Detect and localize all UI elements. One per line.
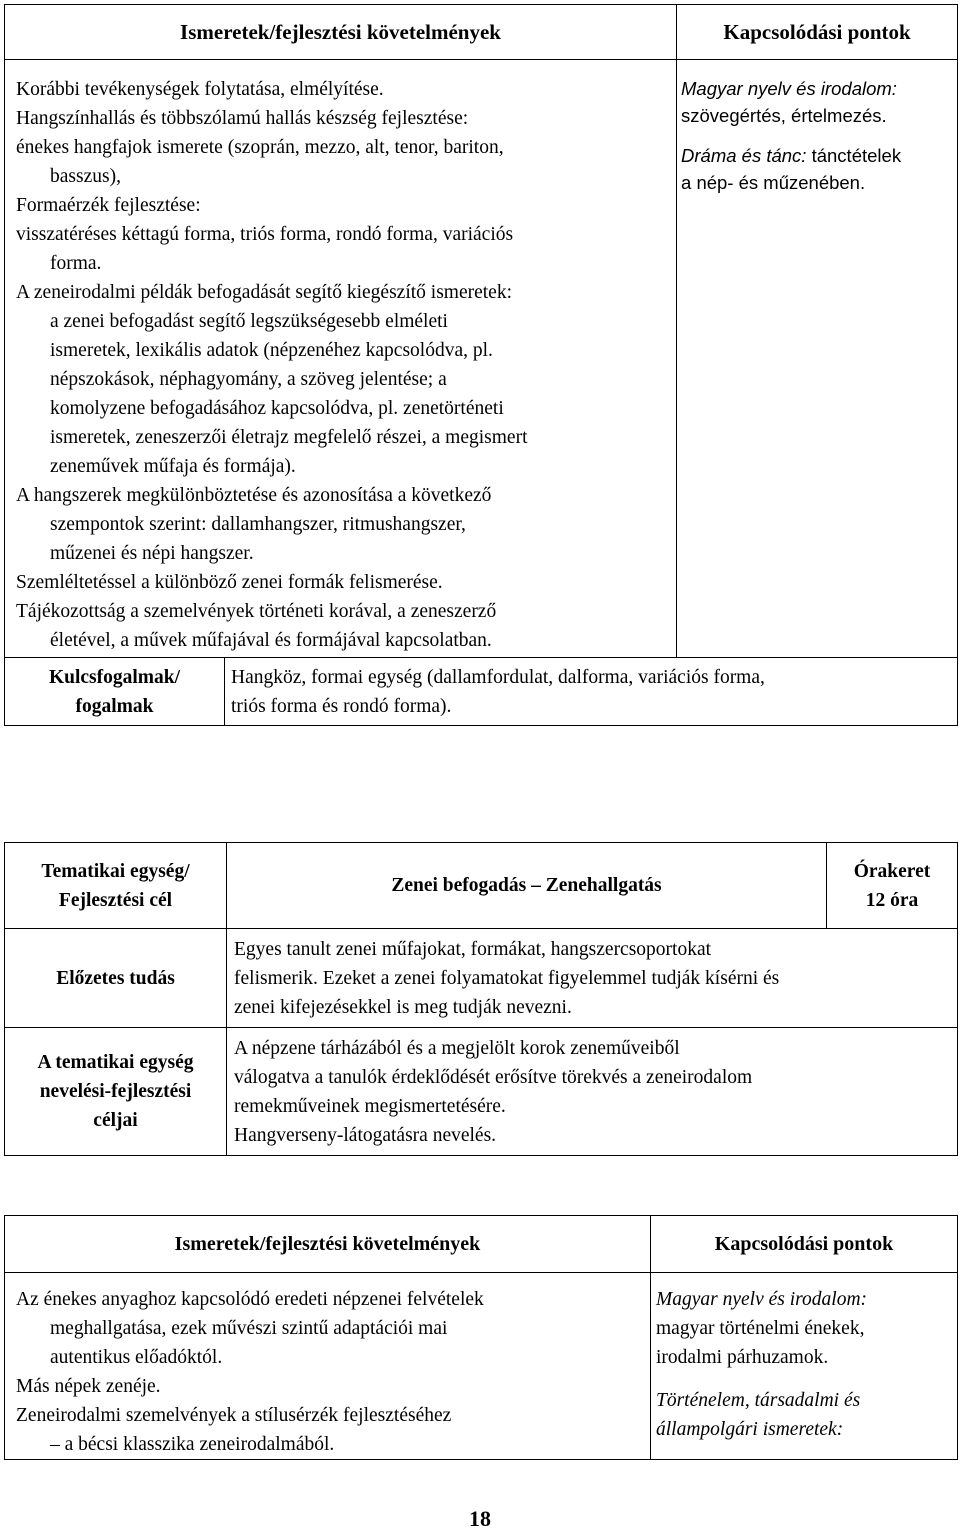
prior-knowledge-line: felismerik. Ezeket a zenei folyamatokat figyelemmel tudják kísérni és xyxy=(234,967,780,989)
prior-knowledge-text xyxy=(227,929,958,1028)
prior-knowledge-line: Egyes tanult zenei műfajokat, formákat, hangszercsoportokat xyxy=(234,938,712,960)
goal-line: A népzene tárházából és a megjelölt korok zeneműveiből xyxy=(234,1037,680,1059)
table1-requirements-cell xyxy=(5,60,677,658)
key-concepts-line2: triós forma és rondó forma). xyxy=(231,695,452,717)
table3-header-left: Ismeretek/fejlesztési követelmények xyxy=(5,1216,651,1273)
requirement-line: énekes hangfajok ismerete (szoprán, mezzo, alt, tenor, bariton, xyxy=(16,137,504,158)
prior-knowledge-line: zenei kifejezésekkel is meg tudják nevezni. xyxy=(234,996,572,1018)
requirement-line: Korábbi tevékenységek folytatása, elmélyítése. xyxy=(16,79,384,100)
goals-label-line2: nevelési-fejlesztési xyxy=(39,1081,192,1102)
subject-drama-dance-text-a: tánctételek xyxy=(806,145,902,166)
requirement-line: A zeneirodalmi példák befogadását segítő kiegészítő ismeretek: xyxy=(16,282,512,303)
requirements-table-2 xyxy=(4,1215,958,1460)
table1-header-left: Ismeretek/fejlesztési követelmények xyxy=(5,5,677,60)
requirement-line: Hangszínhallás és többszólamú hallás készség fejlesztése: xyxy=(16,108,469,129)
requirement-line: – a bécsi klasszika zeneirodalmából. xyxy=(50,1434,335,1455)
t3-subject-history-a: Történelem, társadalmi és xyxy=(656,1390,861,1411)
goal-line: remekműveinek megismertetésére. xyxy=(234,1095,506,1117)
goal-line: Hangverseny-látogatásra nevelés. xyxy=(234,1124,497,1146)
table3-header-right: Kapcsolódási pontok xyxy=(651,1216,958,1273)
requirement-line: műzenei és népi hangszer. xyxy=(50,543,254,564)
requirement-line: Tájékozottság a szemelvények történeti korával, a zeneszerző xyxy=(16,601,497,622)
key-concepts-label xyxy=(5,658,225,726)
table3-requirements-cell xyxy=(5,1273,651,1460)
table1-header-right: Kapcsolódási pontok xyxy=(677,5,958,60)
table1-requirements-text xyxy=(16,75,676,655)
requirement-line: A hangszerek megkülönböztetése és azonosítása a következő xyxy=(16,485,492,506)
requirement-line: basszus), xyxy=(50,166,121,187)
subject-drama-dance: Dráma és tánc: xyxy=(681,145,807,166)
subject-drama-dance-text-b: a nép- és műzenében. xyxy=(681,171,866,193)
requirement-line: Szemléltetéssel a különböző zenei formák felismerése. xyxy=(16,572,443,593)
subject-hungarian-language: Magyar nyelv és irodalom: xyxy=(681,78,897,99)
requirement-line: népszokások, néphagyomány, a szöveg jelentése; a xyxy=(50,369,447,390)
goals-label-line1: A tematikai egység xyxy=(37,1052,194,1073)
requirement-line: meghallgatása, ezek művészi szintű adaptációi mai xyxy=(50,1318,448,1339)
thematic-unit-label xyxy=(5,843,227,929)
prior-knowledge-label: Előzetes tudás xyxy=(5,929,227,1028)
requirement-line: zeneművek műfaja és formája). xyxy=(50,456,296,477)
t3-subject-hungarian: Magyar nyelv és irodalom: xyxy=(656,1289,868,1310)
thematic-unit-title: Zenei befogadás – Zenehallgatás xyxy=(227,843,827,929)
requirement-line: életével, a művek műfajával és formájával kapcsolatban. xyxy=(50,630,492,651)
table3-connections-cell xyxy=(651,1273,958,1460)
goals-lines xyxy=(234,1034,957,1150)
hours-label: Órakeret xyxy=(853,860,931,882)
hours-value: 12 óra xyxy=(865,889,919,911)
t3-subject-hungarian-text-b: irodalmi párhuzamok. xyxy=(656,1347,829,1368)
requirements-table-1 xyxy=(4,4,958,726)
key-concepts-line1: Hangköz, formai egység (dallamfordulat, dalforma, variációs forma, xyxy=(231,666,765,688)
goals-label-line3: céljai xyxy=(93,1110,138,1131)
requirement-line: a zenei befogadást segítő legszükségesebb elméleti xyxy=(50,311,448,332)
table3-requirements-text xyxy=(16,1285,650,1459)
thematic-unit-table xyxy=(4,842,958,1156)
requirement-line: visszatéréses kéttagú forma, triós forma, rondó forma, variációs xyxy=(16,224,514,245)
requirement-line: Formaérzék fejlesztése: xyxy=(16,195,201,216)
t3-subject-history-b: állampolgári ismeretek: xyxy=(656,1419,844,1440)
requirement-line: komolyzene befogadásához kapcsolódva, pl. zenetörténeti xyxy=(50,398,504,419)
requirement-line: Az énekes anyaghoz kapcsolódó eredeti népzenei felvételek xyxy=(16,1289,484,1310)
requirement-line: Más népek zenéje. xyxy=(16,1376,161,1397)
requirement-line: autentikus előadóktól. xyxy=(50,1347,223,1368)
hours-cell xyxy=(827,843,958,929)
goals-label xyxy=(5,1028,227,1156)
subject-hungarian-language-text: szövegértés, értelmezés. xyxy=(681,104,887,126)
requirement-line: ismeretek, zeneszerzői életrajz megfelelő részei, a megismert xyxy=(50,427,528,448)
prior-knowledge-lines xyxy=(234,935,957,1022)
requirement-line: forma. xyxy=(50,253,102,274)
thematic-unit-label-line1: Tematikai egység/ xyxy=(41,860,190,882)
key-concepts-label-line1: Kulcsfogalmak/ xyxy=(48,666,181,688)
goal-line: válogatva a tanulók érdeklődését erősítve törekvés a zeneirodalom xyxy=(234,1066,753,1088)
requirement-line: szempontok szerint: dallamhangszer, ritmushangszer, xyxy=(50,514,466,535)
page-number: 18 xyxy=(469,1506,491,1531)
requirement-line: ismeretek, lexikális adatok (népzenéhez kapcsolódva, pl. xyxy=(50,340,493,361)
table1-connections-cell xyxy=(677,60,958,658)
goals-text xyxy=(227,1028,958,1156)
key-concepts-text xyxy=(225,658,958,726)
requirement-line: Zeneirodalmi szemelvények a stílusérzék fejlesztéséhez xyxy=(16,1405,452,1426)
thematic-unit-label-line2: Fejlesztési cél xyxy=(58,889,173,911)
key-concepts-label-line2: fogalmak xyxy=(75,695,154,717)
t3-subject-hungarian-text-a: magyar történelmi énekek, xyxy=(656,1318,865,1339)
